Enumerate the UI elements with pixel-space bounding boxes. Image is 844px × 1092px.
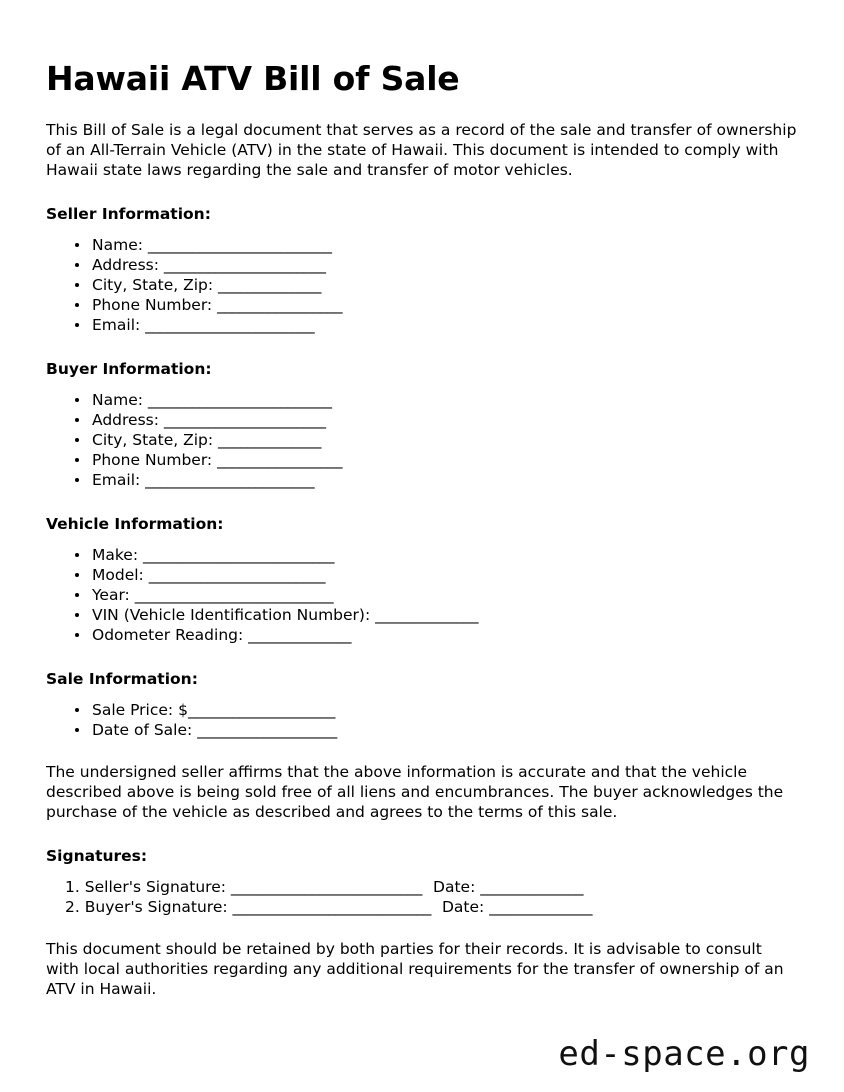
bullet-icon — [75, 243, 79, 247]
field-label: Model: — [92, 565, 144, 584]
bullet-icon — [75, 708, 79, 712]
bullet-icon — [75, 478, 79, 482]
signature-label: Seller's Signature: — [84, 877, 226, 896]
field-label: City, State, Zip: — [92, 430, 214, 449]
field-label: VIN (Vehicle Identification Number): — [92, 605, 371, 624]
buyer-information-list — [46, 390, 798, 490]
field-label: Sale Price: $ — [92, 700, 188, 719]
list-item — [75, 545, 798, 565]
intro-paragraph: This Bill of Sale is a legal document that serves as a record of the sale and transfer of ownership of an All-Terrain Vehicle (ATV) in the state of Hawaii. This document is intended to comply with Hawaii state laws regarding the sale and transfer of motor vehicles. — [46, 120, 797, 179]
field-blank[interactable]: ________________________ — [148, 565, 326, 584]
vehicle-information-heading: Vehicle Information: — [46, 514, 224, 533]
field-label: City, State, Zip: — [92, 275, 214, 294]
seller-information-list — [46, 235, 798, 335]
date-label: Date: — [433, 877, 476, 896]
list-item — [75, 315, 798, 335]
list-item — [75, 720, 798, 740]
field-label: Date of Sale: — [92, 720, 193, 739]
list-item — [75, 605, 798, 625]
field-label: Address: — [92, 410, 159, 429]
bullet-icon — [75, 553, 79, 557]
field-blank[interactable]: ______________ — [218, 430, 321, 449]
field-label: Email: — [92, 315, 141, 334]
bullet-icon — [75, 458, 79, 462]
list-item — [75, 410, 798, 430]
field-label: Address: — [92, 255, 159, 274]
field-label: Email: — [92, 470, 141, 489]
signatures-heading: Signatures: — [46, 846, 148, 865]
list-item — [65, 877, 798, 897]
field-blank[interactable]: _________________ — [217, 295, 343, 314]
site-watermark: ed-space.org — [558, 1034, 810, 1074]
list-item — [65, 897, 798, 917]
sale-information-list — [46, 700, 798, 740]
field-blank[interactable]: ___________________ — [197, 720, 337, 739]
closing-paragraph: This document should be retained by both parties for their records. It is advisable to consult with local authorities regarding any additional requirements for the transfer of ownership of an ATV in Hawaii. — [46, 939, 784, 998]
seller-information-heading: Seller Information: — [46, 204, 211, 223]
list-item — [75, 625, 798, 645]
field-blank[interactable]: ______________ — [375, 605, 479, 624]
field-blank[interactable]: _______________________ — [145, 315, 315, 334]
bullet-icon — [75, 593, 79, 597]
bullet-icon — [75, 438, 79, 442]
list-item — [75, 255, 798, 275]
field-label: Name: — [92, 235, 143, 254]
list-item — [75, 585, 798, 605]
field-label: Odometer Reading: — [92, 625, 244, 644]
bullet-icon — [75, 633, 79, 637]
field-label: Year: — [92, 585, 130, 604]
signature-blank[interactable]: ___________________________ — [232, 897, 431, 916]
bullet-icon — [75, 573, 79, 577]
field-blank[interactable]: ______________ — [248, 625, 352, 644]
field-blank[interactable]: ___________________________ — [134, 585, 334, 604]
signature-label: Buyer's Signature: — [84, 897, 228, 916]
date-label: Date: — [442, 897, 485, 916]
bullet-icon — [75, 323, 79, 327]
page-title: Hawaii ATV Bill of Sale — [46, 59, 460, 98]
bullet-icon — [75, 263, 79, 267]
affirmation-paragraph: The undersigned seller affirms that the above information is accurate and that the vehicle described above is being sold free of all liens and encumbrances. The buyer acknowledges the purchase of the vehicle as described and agrees to the terms of this sale. — [46, 762, 784, 821]
list-item — [75, 700, 798, 720]
field-blank[interactable]: _________________________ — [147, 235, 332, 254]
field-label: Phone Number: — [92, 450, 213, 469]
bullet-icon — [75, 303, 79, 307]
list-item — [75, 235, 798, 255]
list-item — [75, 470, 798, 490]
date-blank[interactable]: ______________ — [489, 897, 593, 916]
field-blank[interactable]: _______________________ — [145, 470, 315, 489]
list-item — [75, 275, 798, 295]
signatures-list — [46, 877, 798, 917]
list-marker: 2. — [65, 897, 80, 916]
field-label: Name: — [92, 390, 143, 409]
list-item — [75, 565, 798, 585]
field-blank[interactable]: _________________________ — [147, 390, 332, 409]
signature-blank[interactable]: __________________________ — [230, 877, 423, 896]
field-label: Phone Number: — [92, 295, 213, 314]
list-item — [75, 390, 798, 410]
list-item — [75, 295, 798, 315]
vehicle-information-list — [46, 545, 798, 645]
list-marker: 1. — [65, 877, 80, 896]
buyer-information-heading: Buyer Information: — [46, 359, 212, 378]
sale-information-heading: Sale Information: — [46, 669, 198, 688]
bullet-icon — [75, 728, 79, 732]
list-item — [75, 430, 798, 450]
field-blank[interactable]: _________________ — [217, 450, 343, 469]
field-blank[interactable]: ______________________ — [163, 255, 326, 274]
field-label: Make: — [92, 545, 139, 564]
bullet-icon — [75, 613, 79, 617]
date-blank[interactable]: ______________ — [480, 877, 584, 896]
field-blank[interactable]: __________________________ — [143, 545, 335, 564]
field-blank[interactable]: ______________________ — [163, 410, 326, 429]
bullet-icon — [75, 398, 79, 402]
field-blank[interactable]: ______________ — [218, 275, 321, 294]
list-item — [75, 450, 798, 470]
bullet-icon — [75, 283, 79, 287]
field-blank[interactable]: ____________________ — [187, 700, 335, 719]
bullet-icon — [75, 418, 79, 422]
